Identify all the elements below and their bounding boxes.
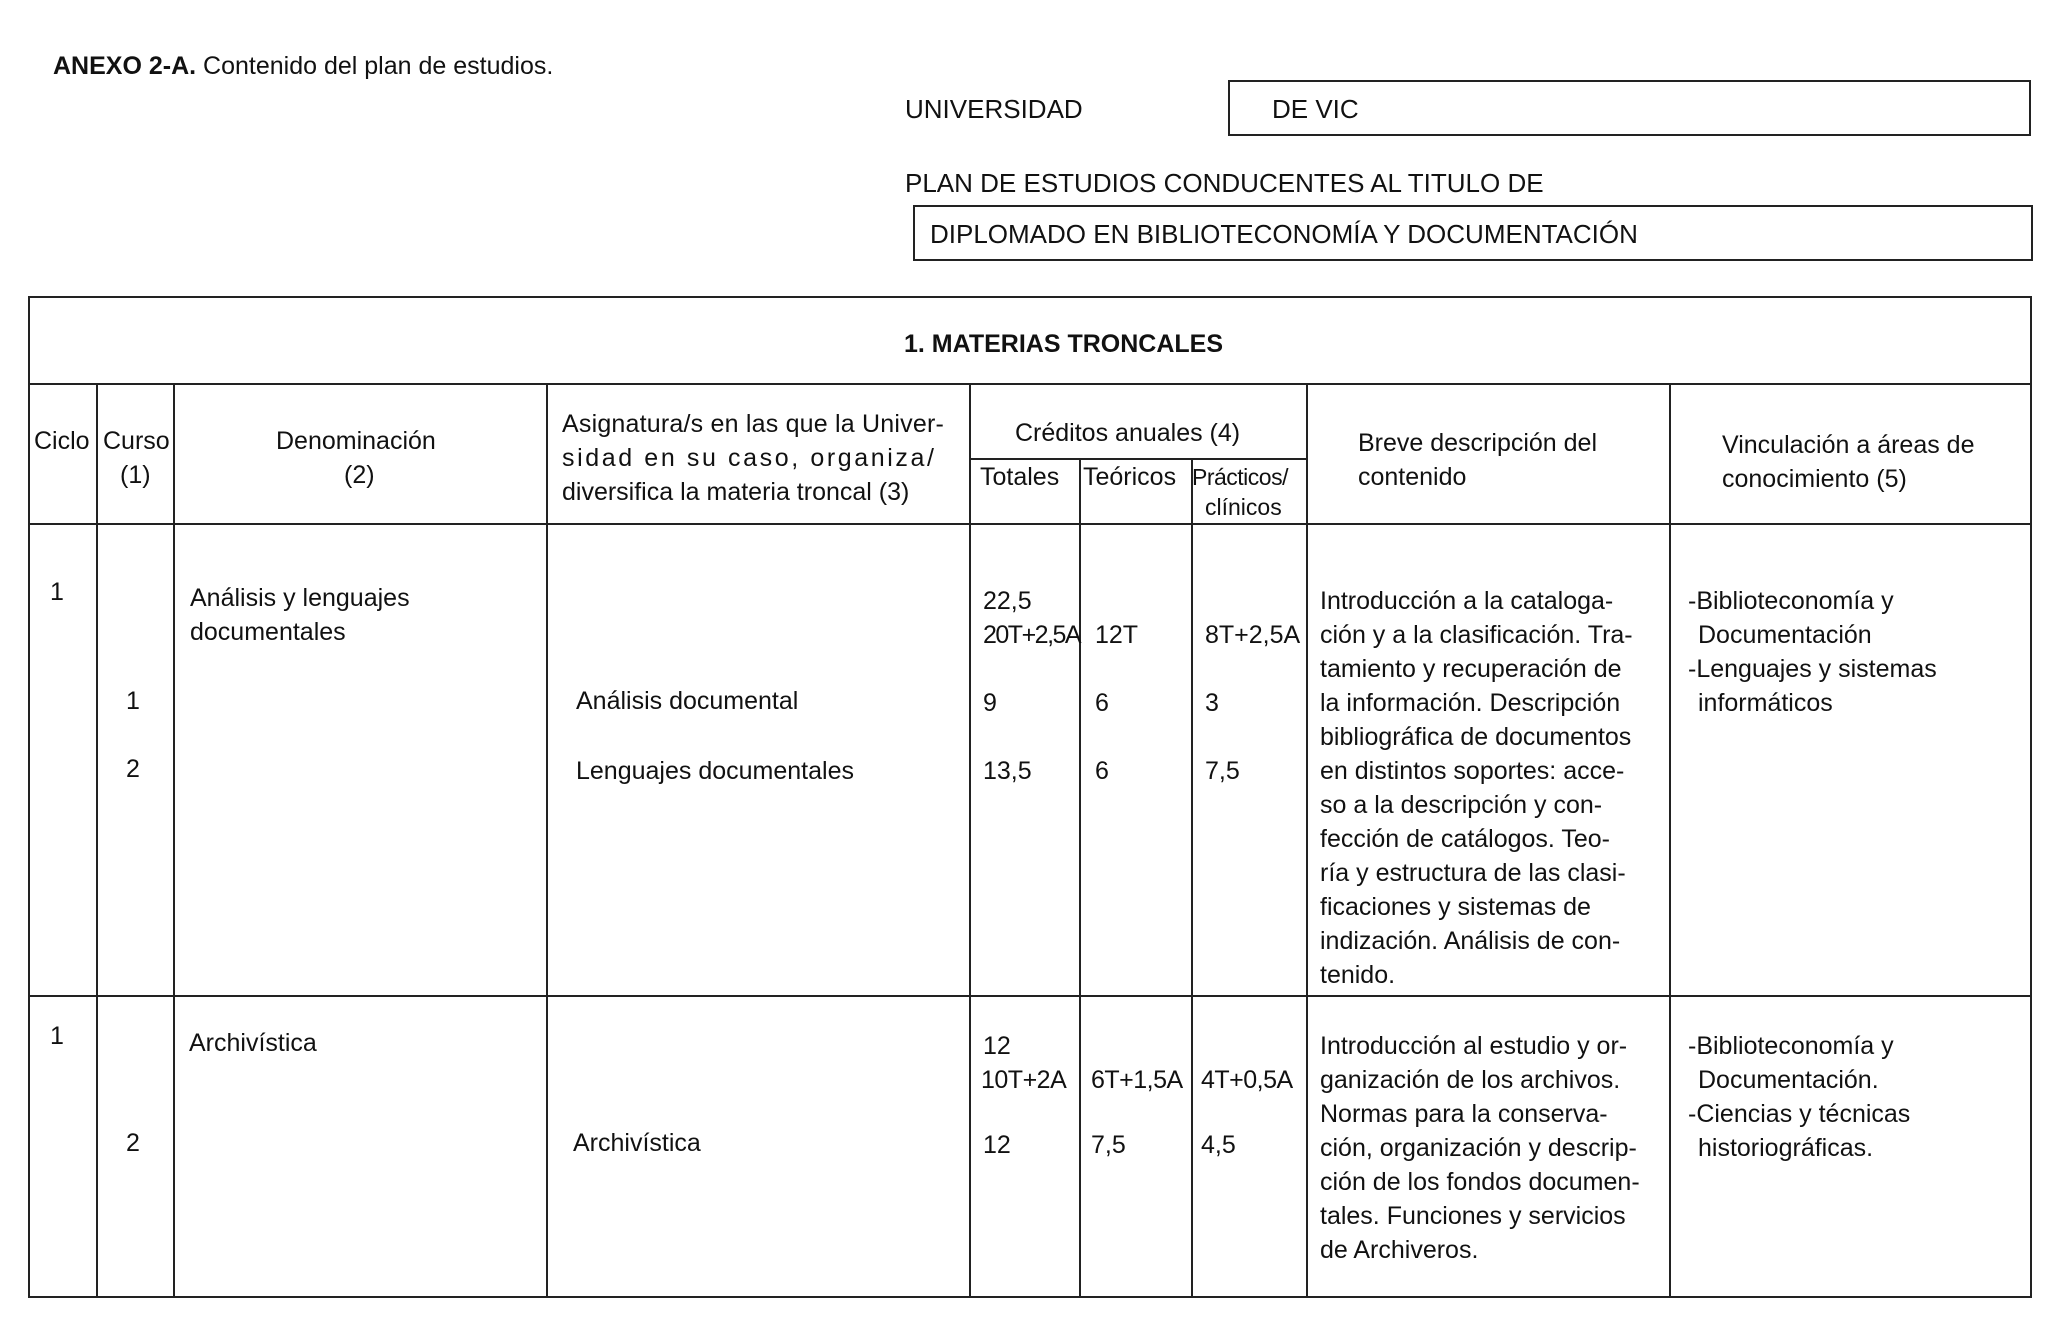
col-divider-curso (173, 383, 175, 1296)
row1-descripcion-line: la información. Descripción (1320, 689, 1621, 717)
row1-teoricos: 12T (1095, 621, 1139, 649)
row1-subject2-totales: 13,5 (983, 757, 1032, 785)
row2-vinculacion-line: -Ciencias y técnicas (1688, 1100, 1911, 1128)
row2-vinculacion-line: Documentación. (1698, 1066, 1879, 1094)
row1-descripcion-line: tamiento y recuperación de (1320, 655, 1622, 683)
header-curso-note: (1) (120, 461, 151, 489)
row1-subject1-name: Análisis documental (576, 687, 799, 715)
row2-ciclo: 1 (50, 1022, 64, 1050)
header-vinculacion-line2: conocimiento (5) (1722, 465, 1907, 493)
row1-denominacion-line1: Análisis y lenguajes (190, 584, 410, 612)
row1-ciclo: 1 (50, 578, 64, 606)
header-creditos: Créditos anuales (4) (1015, 419, 1241, 447)
header-descripcion-line1: Breve descripción del (1358, 429, 1598, 457)
col-divider-totales (1079, 458, 1081, 1296)
row2-descripcion (1320, 1029, 1650, 1267)
row2-vinculacion-line: historiográficas. (1698, 1134, 1874, 1162)
header-totales: Totales (980, 463, 1060, 491)
annex-title: Contenido del plan de estudios. (203, 52, 554, 80)
row1-vinculacion-line: informáticos (1698, 689, 1833, 717)
header-divider (30, 523, 2030, 525)
row1-subject2-practicos: 7,5 (1205, 757, 1240, 785)
row2-descripcion-line: ganización de los archivos. (1320, 1066, 1621, 1094)
row1-vinculacion-line: Documentación (1698, 621, 1872, 649)
header-asignatura-line2: sidad en su caso, organiza/ (562, 444, 937, 472)
row1-subject1-totales: 9 (983, 689, 997, 717)
header-teoricos: Teóricos (1083, 463, 1177, 491)
row2-subject1-practicos: 4,5 (1201, 1131, 1236, 1159)
row2-totales-breakdown: 10T+2A (981, 1066, 1067, 1094)
row1-descripcion-line: ción y a la clasificación. Tra- (1320, 621, 1633, 649)
row1-vinculacion (1688, 584, 1937, 720)
col-divider-creditos (1306, 383, 1308, 1296)
header-ciclo: Ciclo (34, 427, 90, 455)
table-title: 1. MATERIAS TRONCALES (904, 330, 1223, 358)
row1-totales-breakdown: 20T+2,5A (983, 621, 1081, 649)
row2-descripcion-line: Introducción al estudio y or- (1320, 1032, 1628, 1060)
col-divider-descripcion (1669, 383, 1671, 1296)
row2-vinculacion-line: -Biblioteconomía y (1688, 1032, 1894, 1060)
row1-subject2-teoricos: 6 (1095, 757, 1109, 785)
col-divider-denominacion (546, 383, 548, 1296)
row2-descripcion-line: tales. Funciones y servicios (1320, 1202, 1626, 1230)
row1-descripcion-line: ría y estructura de las clasi- (1320, 859, 1626, 887)
col-divider-asignatura (969, 383, 971, 1296)
row2-vinculacion (1688, 1029, 1910, 1165)
row2-subject1-totales: 12 (983, 1131, 1011, 1159)
row2-descripcion-line: de Archiveros. (1320, 1236, 1479, 1264)
row1-descripcion-line: ficaciones y sistemas de (1320, 893, 1591, 921)
university-label: UNIVERSIDAD (905, 94, 1083, 124)
row2-totales-sum: 12 (983, 1032, 1011, 1060)
header-denominacion: Denominación (276, 427, 436, 455)
header-practicos-line2: clínicos (1205, 494, 1282, 520)
row1-descripcion-line: en distintos soportes: acce- (1320, 757, 1625, 785)
row1-descripcion-line: tenido. (1320, 961, 1396, 989)
row1-vinculacion-line: -Biblioteconomía y (1688, 587, 1894, 615)
row1-subject1-teoricos: 6 (1095, 689, 1109, 717)
annex-code: ANEXO 2-A. (53, 52, 197, 80)
row1-denominacion-line2: documentales (190, 618, 346, 646)
header-denominacion-note: (2) (344, 461, 375, 489)
row1-descripcion-line: bibliográfica de documentos (1320, 723, 1632, 751)
row2-subject1-curso: 2 (126, 1129, 140, 1157)
row2-subject1-name: Archivística (573, 1129, 701, 1157)
annex-heading (53, 52, 553, 81)
plan-label: PLAN DE ESTUDIOS CONDUCENTES AL TITULO DE (905, 168, 1544, 198)
row2-denominacion-line1: Archivística (189, 1029, 317, 1057)
row1-subject1-practicos: 3 (1205, 689, 1219, 717)
col-divider-ciclo (96, 383, 98, 1296)
row1-descripcion (1320, 584, 1650, 992)
row2-subject1-teoricos: 7,5 (1091, 1131, 1126, 1159)
row1-descripcion-line: Introducción a la cataloga- (1320, 587, 1614, 615)
title-divider (30, 383, 2030, 385)
row1-subject2-curso: 2 (126, 755, 140, 783)
row1-vinculacion-line: -Lenguajes y sistemas (1688, 655, 1937, 683)
header-practicos-line1: Prácticos/ (1192, 464, 1288, 490)
row1-subject2-name: Lenguajes documentales (576, 757, 854, 785)
header-asignatura-line1: Asignatura/s en las que la Univer- (562, 410, 944, 438)
row-divider (30, 995, 2030, 997)
row2-practicos: 4T+0,5A (1201, 1066, 1293, 1094)
row1-totales-sum: 22,5 (983, 587, 1032, 615)
header-descripcion-line2: contenido (1358, 463, 1467, 491)
header-asignatura-line3: diversifica la materia troncal (3) (562, 478, 910, 506)
row1-descripcion-line: fección de catálogos. Teo- (1320, 825, 1611, 853)
row2-descripcion-line: Normas para la conserva- (1320, 1100, 1608, 1128)
row1-subject1-curso: 1 (126, 687, 140, 715)
university-value: DE VIC (1272, 94, 1359, 124)
header-vinculacion-line1: Vinculación a áreas de (1722, 431, 1975, 459)
row2-descripcion-line: ción, organización y descrip- (1320, 1134, 1637, 1162)
row2-descripcion-line: ción de los fondos documen- (1320, 1168, 1640, 1196)
row1-practicos: 8T+2,5A (1205, 621, 1301, 649)
header-curso: Curso (103, 427, 170, 455)
col-divider-teoricos (1191, 458, 1193, 1296)
row1-descripcion-line: so a la descripción y con- (1320, 791, 1603, 819)
row2-teoricos: 6T+1,5A (1091, 1066, 1183, 1094)
row1-descripcion-line: indización. Análisis de con- (1320, 927, 1621, 955)
degree-value: DIPLOMADO EN BIBLIOTECONOMÍA Y DOCUMENTACIÓN (930, 219, 1638, 249)
